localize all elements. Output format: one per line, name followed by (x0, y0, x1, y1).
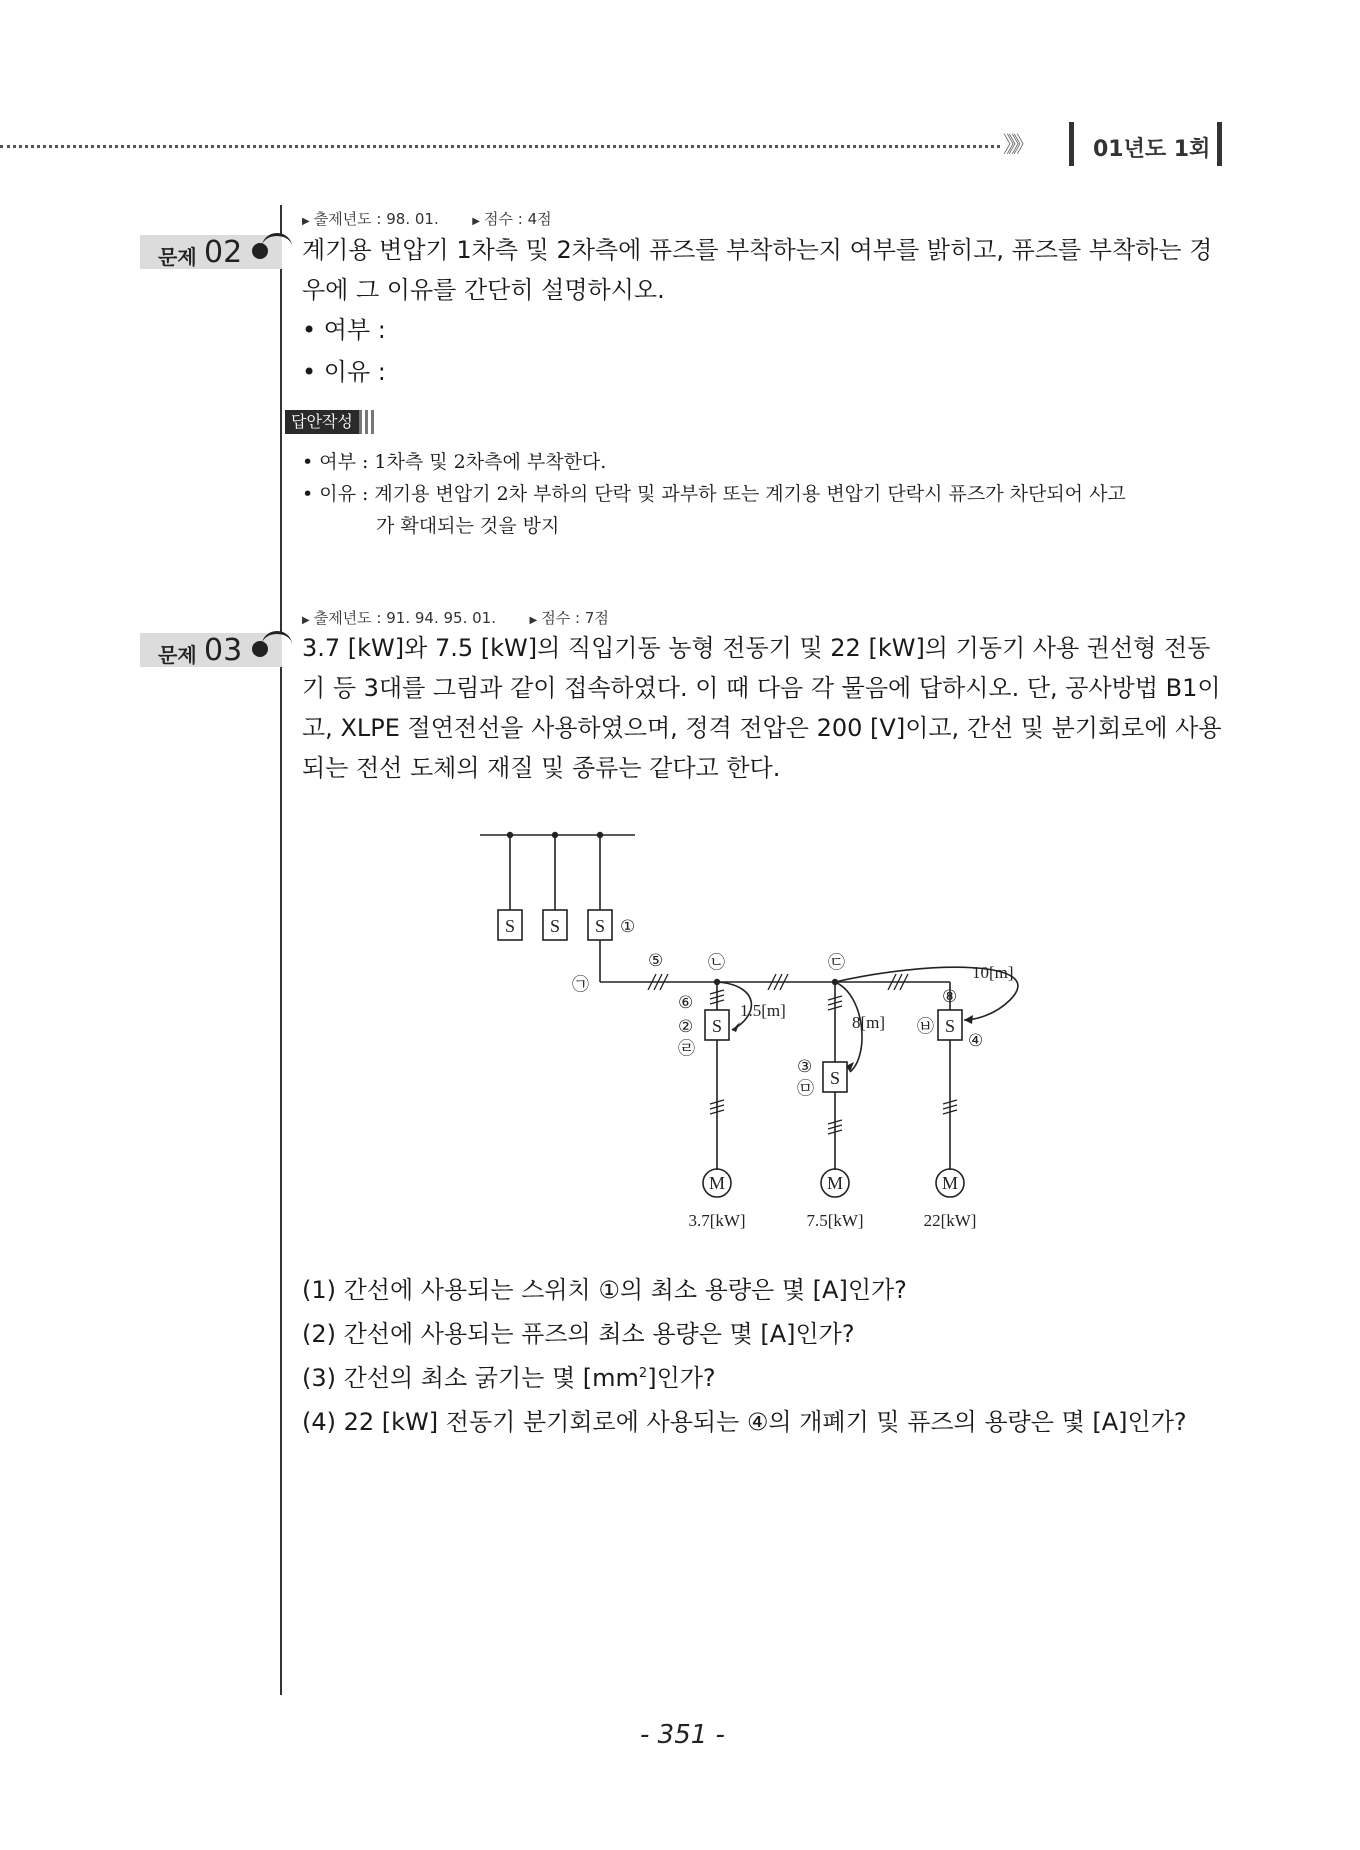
label-ba: ㉥ (917, 1017, 934, 1036)
header-left-bar (1069, 122, 1074, 166)
q02-meta (302, 208, 552, 229)
label-na: ㉡ (708, 953, 725, 972)
switch-label: S (711, 1016, 723, 1036)
q02-answer-2-cont: 가 확대되는 것을 방지 (376, 515, 560, 537)
triangle-icon: ▶ (302, 615, 310, 626)
answer-tag (285, 410, 377, 434)
q03-meta (302, 607, 609, 628)
switch-label: S (829, 1068, 841, 1088)
label-1: ① (620, 917, 636, 936)
motor-label: M (826, 1173, 844, 1193)
header-right-bar (1217, 122, 1222, 166)
dist-1-5m: 1.5[m] (740, 1001, 786, 1020)
motor-3-7kw: 3.7[kW] (688, 1211, 746, 1230)
motor-7-5kw: 7.5[kW] (806, 1211, 864, 1230)
q03-question-4: (4) 22 [kW] 전동기 분기회로에 사용되는 ④의 개폐기 및 퓨즈의 용량은 몇 [A]인가? (302, 1408, 1187, 1436)
q02-answer-2: • 이유 : 계기용 변압기 2차 부하의 단락 및 과부하 또는 계기용 변압기 단락시 퓨즈가 차단되어 사고 (302, 483, 1126, 505)
triangle-icon: ▶ (302, 216, 310, 227)
q03-question-1: (1) 간선에 사용되는 스위치 ①의 최소 용량은 몇 [A]인가? (302, 1276, 907, 1304)
q03-score: 점수 : 7점 (541, 609, 609, 627)
q02-item-iyu: • 이유 : (302, 358, 386, 386)
label-5: ⑤ (648, 951, 664, 970)
q02-score: 점수 : 4점 (484, 210, 552, 228)
circuit-diagram (470, 810, 1050, 1230)
chapter-title: 01년도 1회 (1093, 137, 1211, 162)
q02-label-number: 02 (204, 235, 243, 270)
margin-rule (280, 205, 282, 1695)
q03-question-3 (302, 1358, 716, 1393)
q03-question-2: (2) 간선에 사용되는 퓨즈의 최소 용량은 몇 [A]인가? (302, 1320, 855, 1348)
label-2: ② (678, 1017, 694, 1036)
arc-icon (262, 233, 292, 260)
answer-tag-label: 답안작성 (285, 410, 359, 434)
motor-22kw: 22[kW] (923, 1211, 977, 1230)
switch-label: S (504, 916, 516, 936)
q03-question-3-pre: (3) 간선의 최소 굵기는 몇 [mm (302, 1364, 639, 1392)
q03-question-3-post: ]인가? (647, 1364, 716, 1392)
q03-year: 출제년도 : 91. 94. 95. 01. (313, 609, 496, 627)
page-number: - 351 - (640, 1720, 725, 1750)
triangle-icon: ▶ (529, 615, 538, 626)
q02-year: 출제년도 : 98. 01. (313, 210, 439, 228)
label-ma: ㉤ (797, 1079, 814, 1098)
arc-icon (262, 631, 292, 658)
q02-answer-1: • 여부 : 1차측 및 2차측에 부착한다. (302, 451, 607, 473)
q03-text: 3.7 [kW]와 7.5 [kW]의 직입기동 농형 전동기 및 22 [kW]의 기동기 사용 권선형 전동기 등 3대를 그림과 같이 접속하였다. 이 때 다음 각 물음에 답하시오. 단, 공사방법 B1이고, XLPE 절연전선을 사용하였으며, 정격 전압은 200 [V]이고, 간선 및 분기회로에 사용되는 전선 도체의 재질 및 종류는 같다고 한다. (302, 634, 1222, 782)
label-ra: ㉣ (678, 1039, 695, 1058)
triangle-icon: ▶ (472, 216, 480, 227)
switch-label: S (944, 1016, 956, 1036)
label-4: ④ (968, 1031, 984, 1050)
dist-8m: 8[m] (852, 1013, 886, 1032)
header-arrows: 》》》 (1003, 133, 1030, 158)
q02-text: 계기용 변압기 1차측 및 2차측에 퓨즈를 부착하는지 여부를 밝히고, 퓨즈를 부착하는 경우에 그 이유를 간단히 설명하시오. (302, 236, 1213, 304)
q03-label-number: 03 (204, 633, 243, 668)
label-da: ㉢ (828, 953, 845, 972)
label-3: ③ (797, 1057, 813, 1076)
switch-label: S (549, 916, 561, 936)
label-6: ⑥ (678, 993, 694, 1012)
switch-label: S (594, 916, 606, 936)
label-8: ⑧ (942, 987, 958, 1006)
header-dotted-rule (0, 145, 1000, 148)
motor-label: M (708, 1173, 726, 1193)
q03-label-word: 문제 (158, 643, 197, 667)
dist-10m: 10[m] (972, 963, 1014, 982)
q03-question-3-sup: 2 (638, 1366, 648, 1381)
q02-label-word: 문제 (158, 245, 197, 269)
label-ga: ㉠ (572, 975, 589, 994)
q02-item-yeobu: • 여부 : (302, 316, 386, 344)
answer-tag-stripes (359, 410, 377, 434)
motor-label: M (941, 1173, 959, 1193)
q03-label (140, 633, 282, 667)
q02-label (140, 235, 282, 269)
